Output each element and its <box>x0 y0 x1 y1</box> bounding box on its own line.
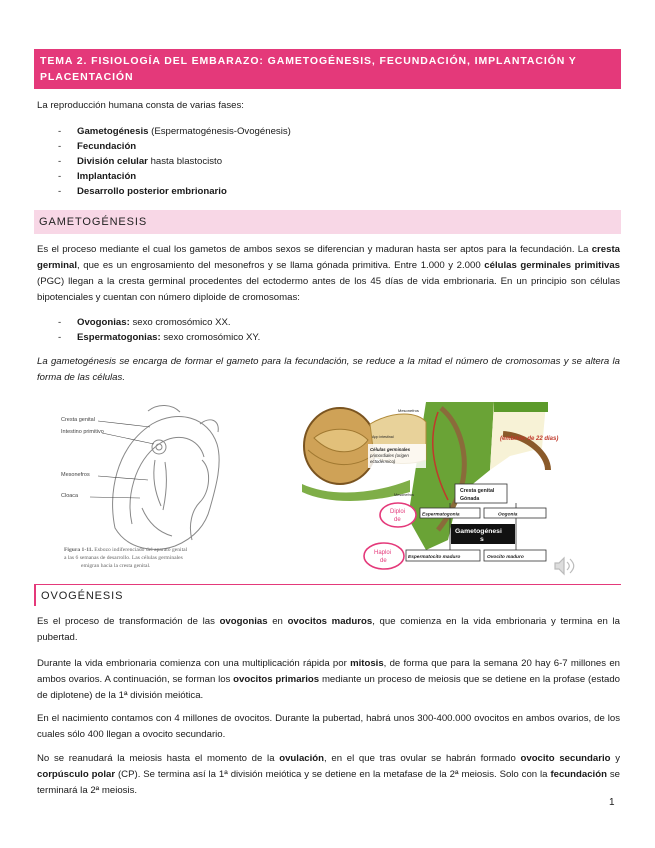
svg-text:a las 6 semanas de desarrollo.: a las 6 semanas de desarrollo. Las células germinales <box>64 555 183 561</box>
list-item: - Ovogonias: sexo cromosómico XX. <box>58 315 260 330</box>
label-haploide-1: Haploi <box>374 550 392 556</box>
figure-caption <box>64 546 188 569</box>
label-mesonefros-top: Mesonefros <box>398 408 419 413</box>
label-oogonia: Oogonia <box>498 512 518 518</box>
gametogenesis-note: La gametogénesis se encarga de formar el gameto para la fecundación, se reduce a la mitad el número de cromosomas y se altera la forma de las células. <box>37 356 620 383</box>
figure-label-mesonefros: Mesonefros <box>61 472 90 478</box>
svg-text:Figura 1-11. Esbozo indiferenc: Figura 1-11. Esbozo indiferenciado del aparato genital <box>64 547 188 553</box>
label-cgp-2: primordiales (origen <box>370 453 409 458</box>
list-item: - Implantación <box>58 169 291 184</box>
label-app-intestinal: App intestinal <box>372 435 394 439</box>
figure-label-cloaca: Cloaca <box>61 493 79 499</box>
list-item: - Desarrollo posterior embrionario <box>58 184 291 199</box>
figure-label-cresta: Cresta genital <box>61 417 95 423</box>
label-gonada: Gónada <box>460 496 480 502</box>
ovogenesis-paragraph-3: En el nacimiento contamos con 4 millones de ovocitos. Durante la pubertad, habrá unos 300-400.000 ovocitos en ambos ovarios, de los cuales sólo 400 llegan a ovocito secundario. <box>37 713 620 740</box>
label-mesonefros-bottom: Mesonefros <box>394 493 414 497</box>
list-item: - Espermatogonias: sexo cromosómico XY. <box>58 330 260 345</box>
list-item: - Gametogénesis (Espermatogénesis-Ovogénesis) <box>58 124 291 139</box>
speaker-icon <box>555 558 574 574</box>
section-heading-gametogenesis: GAMETOGÉNESIS <box>34 210 621 234</box>
intro-paragraph: La reproducción humana consta de varias fases: <box>37 100 244 111</box>
label-embrion: (embrión de 22 días) <box>500 436 559 442</box>
label-haploide-2: de <box>380 558 387 564</box>
chapter-title <box>34 49 621 89</box>
label-espermatocito: Espermatocito maduro <box>408 555 461 560</box>
germ-cell-types-list <box>58 315 260 345</box>
label-diploide-2: de <box>394 517 401 523</box>
gametogenesis-paragraph: Es el proceso mediante el cual los gametos de ambos sexos se diferencian y maduran hasta ser aptos para la fecundación. La cresta germinal, que es un engrosamiento del mesonefros y se llama gónada primitiva. Entre 1.000 y 2.000 células germinales primitivas (PGC) llegan a la cresta germinal procedentes del ectodermo antes de los 45 días de vida embrionaria. En un principio son células bipotenciales y cuentan con número diploide de cromosomas: <box>37 244 620 303</box>
germ-cell-diagram-figure <box>298 400 578 578</box>
list-item: - División celular hasta blastocisto <box>58 154 291 169</box>
section-heading-ovogenesis: OVOGÉNESIS <box>34 584 621 606</box>
list-item: - Fecundación <box>58 139 291 154</box>
ovogenesis-paragraph-2: Durante la vida embrionaria comienza con una multiplicación rápida por mitosis, de forma que para la semana 20 hay 6-7 millones en ambos ovarios. A continuación, se forman los ovocitos primarios mediante un proceso de meiosis que se detiene en la profase (estado de diplotene) de la 1ª división meiótica. <box>37 658 620 701</box>
chapter-title-line-2: PLACENTACIÓN <box>40 71 134 83</box>
ovogenesis-paragraph-4: No se reanudará la meiosis hasta el momento de la ovulación, en el que tras ovular se habrán formado ovocito secundario y corpúsculo polar (CP). Se termina así la 1ª división meiótica y se detiene en la metafase de la 2ª meiosis. Solo con la fecundación se terminará la 2ª meiosis. <box>37 753 621 796</box>
figure-label-intestino: Intestino primitivo <box>61 429 104 435</box>
label-gametogenesis-2: s <box>480 536 484 543</box>
label-espermatogonia: Espermatogonia <box>422 512 460 518</box>
label-diploide-1: Diploi <box>390 509 406 515</box>
phases-list <box>58 124 291 199</box>
label-gametogenesis-1: Gametogénesi <box>455 528 502 535</box>
ovogenesis-paragraph-1: Es el proceso de transformación de las ovogonias en ovocitos maduros, que comienza en la vida embrionaria y termina en la pubertad. <box>37 616 620 643</box>
label-cgp-1: Células germinales <box>370 447 411 452</box>
embryo-drawing-figure <box>60 400 260 580</box>
label-cgp-3: ectodérmico) <box>370 459 396 464</box>
label-cresta-genital: Cresta genital <box>460 488 495 494</box>
chapter-title-line-1: TEMA 2. FISIOLOGÍA DEL EMBARAZO: GAMETOGÉNESIS, FECUNDACIÓN, IMPLANTACIÓN Y <box>40 55 577 67</box>
page-number: 1 <box>609 797 615 808</box>
flow-chart <box>364 484 546 569</box>
label-ovocito: Ovocito maduro <box>487 555 524 560</box>
svg-text:emigran hacia la cresta genita: emigran hacia la cresta genital. <box>81 563 151 569</box>
